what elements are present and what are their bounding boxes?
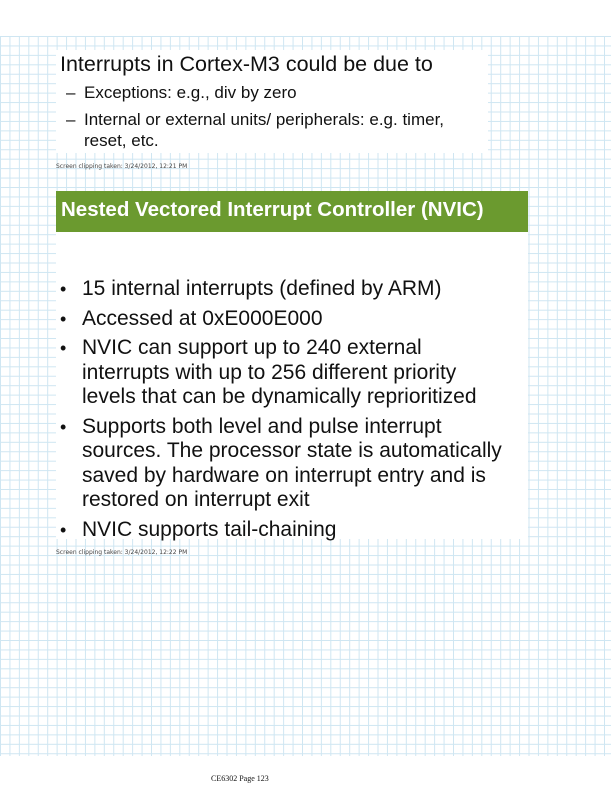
clip2-caption: Screen clipping taken: 3/24/2012, 12:22 PM — [56, 549, 188, 556]
nvic-header-bar — [56, 191, 528, 232]
dash-marker: – — [66, 110, 76, 129]
bullet-icon: • — [60, 416, 67, 437]
list-item: • NVIC can support up to 240 external interrupts with up to 256 different priority levels that can be dynamically reprioritized — [60, 336, 477, 408]
bullet-icon: • — [60, 279, 67, 299]
bullet-icon: • — [60, 308, 67, 329]
nvic-bullet-list — [56, 277, 528, 547]
page-number-label: CE6302 Page 123 — [211, 774, 269, 783]
list-item: • NVIC supports tail-chaining — [60, 517, 337, 541]
bullet-icon: • — [60, 338, 67, 358]
clip1-caption: Screen clipping taken: 3/24/2012, 12:21 PM — [56, 163, 188, 170]
list-item: • Supports both level and pulse interrupt sources. The processor state is automatically saved by hardware on interrupt entry and is restored on interrupt exit — [60, 414, 502, 511]
list-item: • 15 internal interrupts (defined by ARM) — [60, 277, 442, 300]
dash-marker: – — [66, 83, 76, 102]
clip1-title: Interrupts in Cortex-M3 could be due to — [60, 52, 433, 76]
bullet-icon: • — [60, 519, 67, 540]
nvic-header-title: Nested Vectored Interrupt Controller (NVIC) — [61, 198, 484, 221]
list-item: • Accessed at 0xE000E000 — [60, 306, 323, 330]
screen-clipping-1: Interrupts in Cortex-M3 could be due to – Exceptions: e.g., div by zero – Internal or external units/ peripherals: e.g. timer, reset, etc. — [56, 50, 488, 153]
screen-clipping-2 — [56, 191, 528, 539]
